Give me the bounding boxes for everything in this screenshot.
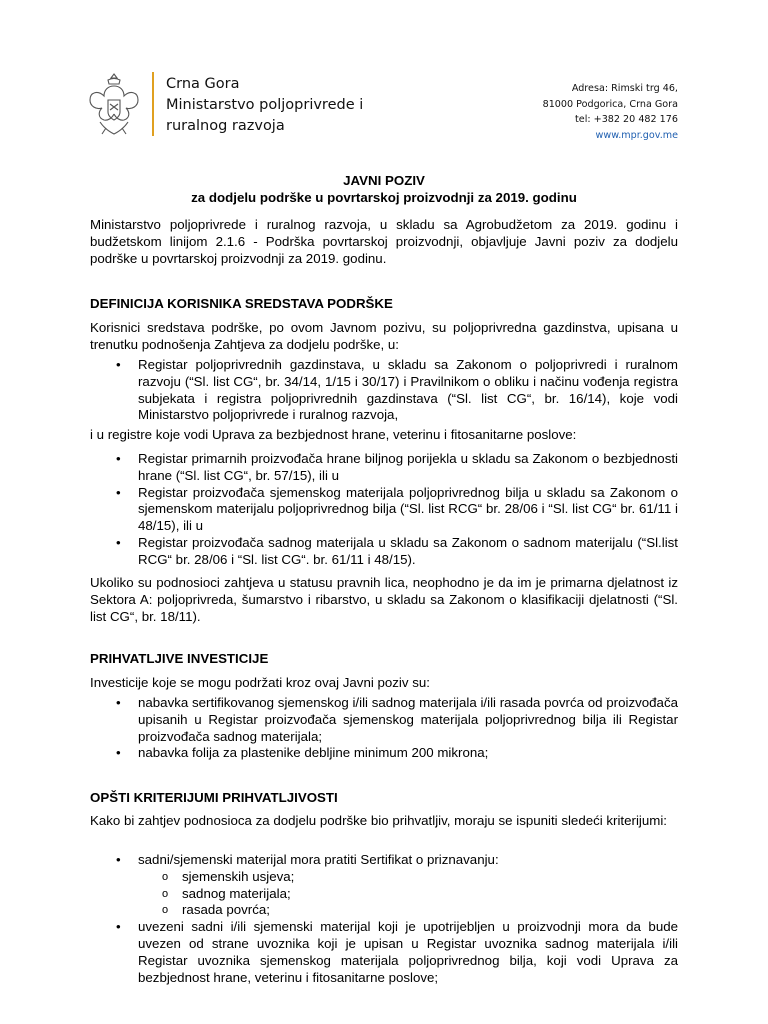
criteria-item-text: sadni/sjemenski materijal mora pratiti Sertifikat o priznavanju: bbox=[138, 852, 499, 867]
ministry-name bbox=[166, 74, 363, 137]
intro-paragraph: Ministarstvo poljoprivrede i ruralnog razvoja, u skladu sa Agrobudžetom za 2019. godinu i budžetskom linijom 2.1.6 - Podrška povrtarskoj proizvodnji, objavljuje Javni poziv za dodjelu podrške u povrtarskoj proizvodnji za 2019. godinu. bbox=[90, 217, 678, 266]
ministry-name-line2: ruralnog razvoja bbox=[166, 118, 285, 134]
city-line: 81000 Podgorica, Crna Gora bbox=[542, 98, 678, 110]
legal-entities-paragraph: Ukoliko su podnosioci zahtjeva u statusu pravnih lica, neophodno je da im je primarna djelatnost iz Sektora A: poljoprivreda, šumarstvo i ribarstvo, u skladu sa Zakonom o klasifikaciji djelatnosti (“Sl. list CG“, br. 18/11). bbox=[90, 575, 678, 624]
sub-list-item: o sjemenskih usjeva; bbox=[138, 869, 678, 886]
criteria-list bbox=[90, 852, 678, 986]
sub-list-item: o rasada povrća; bbox=[138, 902, 678, 919]
investments-list bbox=[90, 695, 678, 762]
beneficiaries-list-2 bbox=[90, 451, 678, 569]
section-heading-criteria: OPŠTI KRITERIJUMI PRIHVATLJIVOSTI bbox=[90, 790, 338, 805]
country-name: Crna Gora bbox=[166, 76, 240, 92]
sub-list-item: o sadnog materijala; bbox=[138, 886, 678, 903]
coat-of-arms-icon bbox=[88, 72, 140, 138]
section-heading-beneficiaries: DEFINICIJA KORISNIKA SREDSTAVA PODRŠKE bbox=[90, 296, 393, 311]
phone-line: tel: +382 20 482 176 bbox=[575, 114, 678, 125]
list-item: • uvezeni sadni i/ili sjemenski materijal koji je upotrijebljen u proizvodnji mora da bude uvezen od strane uvoznika koji je upisan u Registar uvoznika sadnog materijala i/ili Registar uvoznika sjemenskog materijala poljoprivrednog bilja, koji vodi Uprava za bezbjednost hrane, veterinu i fitosanitarne poslove; bbox=[90, 919, 678, 986]
list-item: • Registar poljoprivrednih gazdinstava, u skladu sa Zakonom o poljoprivredi i ruralnom razvoju (“Sl. list CG“, br. 34/14, 1/15 i 30/17) i Pravilnikom o obliku i načinu vođenja registra subjekata i registra poljoprivrednih gazdinstava (“Sl. list CG“, br. 16/14), koje vodi Ministarstvo poljoprivrede i ruralnog razvoja, bbox=[90, 357, 678, 424]
investments-paragraph: Investicije koje se mogu podržati kroz ovaj Javni poziv su: bbox=[90, 675, 430, 690]
ministry-name-line1: Ministarstvo poljoprivrede i bbox=[166, 97, 364, 113]
list-item: • nabavka folija za plastenike debljine minimum 200 mikrona; bbox=[90, 745, 678, 762]
list-item: • nabavka sertifikovanog sjemenskog i/ili sadnog materijala i/ili rasada povrća od proizvođača upisanih u Registar proizvođača sjemenskog materijala poljoprivrednog bilja ili Registar proizvođača sadnog materijala; bbox=[90, 695, 678, 745]
beneficiaries-list-1 bbox=[90, 357, 678, 424]
list-item: • Registar proizvođača sadnog materijala u skladu sa Zakonom o sadnom materijalu (“Sl.list RCG“ br. 28/06 i “Sl. list CG“. br. 61/11 i 48/15). bbox=[90, 535, 678, 569]
section-heading-investments: PRIHVATLJIVE INVESTICIJE bbox=[90, 651, 269, 666]
header-divider bbox=[152, 72, 154, 136]
address-line: Adresa: Rimski trg 46, bbox=[571, 83, 678, 94]
registers-intro: i u registre koje vodi Uprava za bezbjednost hrane, veterinu i fitosanitarne poslove: bbox=[90, 427, 577, 442]
criteria-paragraph: Kako bi zahtjev podnosioca za dodjelu podrške bio prihvatljiv, moraju se ispuniti sledeći kriterijumi: bbox=[90, 813, 667, 828]
website-link[interactable]: www.mpr.gov.me bbox=[595, 129, 678, 141]
contact-block bbox=[543, 81, 678, 143]
list-item: • Registar proizvođača sjemenskog materijala poljoprivrednog bilja u skladu sa Zakonom o sjemenskom materijalu poljoprivrednog bilja (“Sl. list RCG“ br. 28/06 i “Sl. list CG“ br. 61/11 i 48/15), ili u bbox=[90, 485, 678, 535]
beneficiaries-paragraph: Korisnici sredstava podrške, po ovom Javnom pozivu, su poljoprivredna gazdinstva, upisana u trenutku podnošenja Zahtjeva za dodjelu podrške, u: bbox=[90, 320, 678, 352]
document-title: JAVNI POZIV bbox=[343, 173, 425, 188]
document-subtitle: za dodjelu podrške u povrtarskoj proizvodnji za 2019. godinu bbox=[191, 190, 577, 205]
list-item bbox=[90, 852, 678, 919]
list-item: • Registar primarnih proizvođača hrane biljnog porijekla u skladu sa Zakonom o bezbjednosti hrane (“Sl. list CG“, br. 57/15), ili u bbox=[90, 451, 678, 485]
